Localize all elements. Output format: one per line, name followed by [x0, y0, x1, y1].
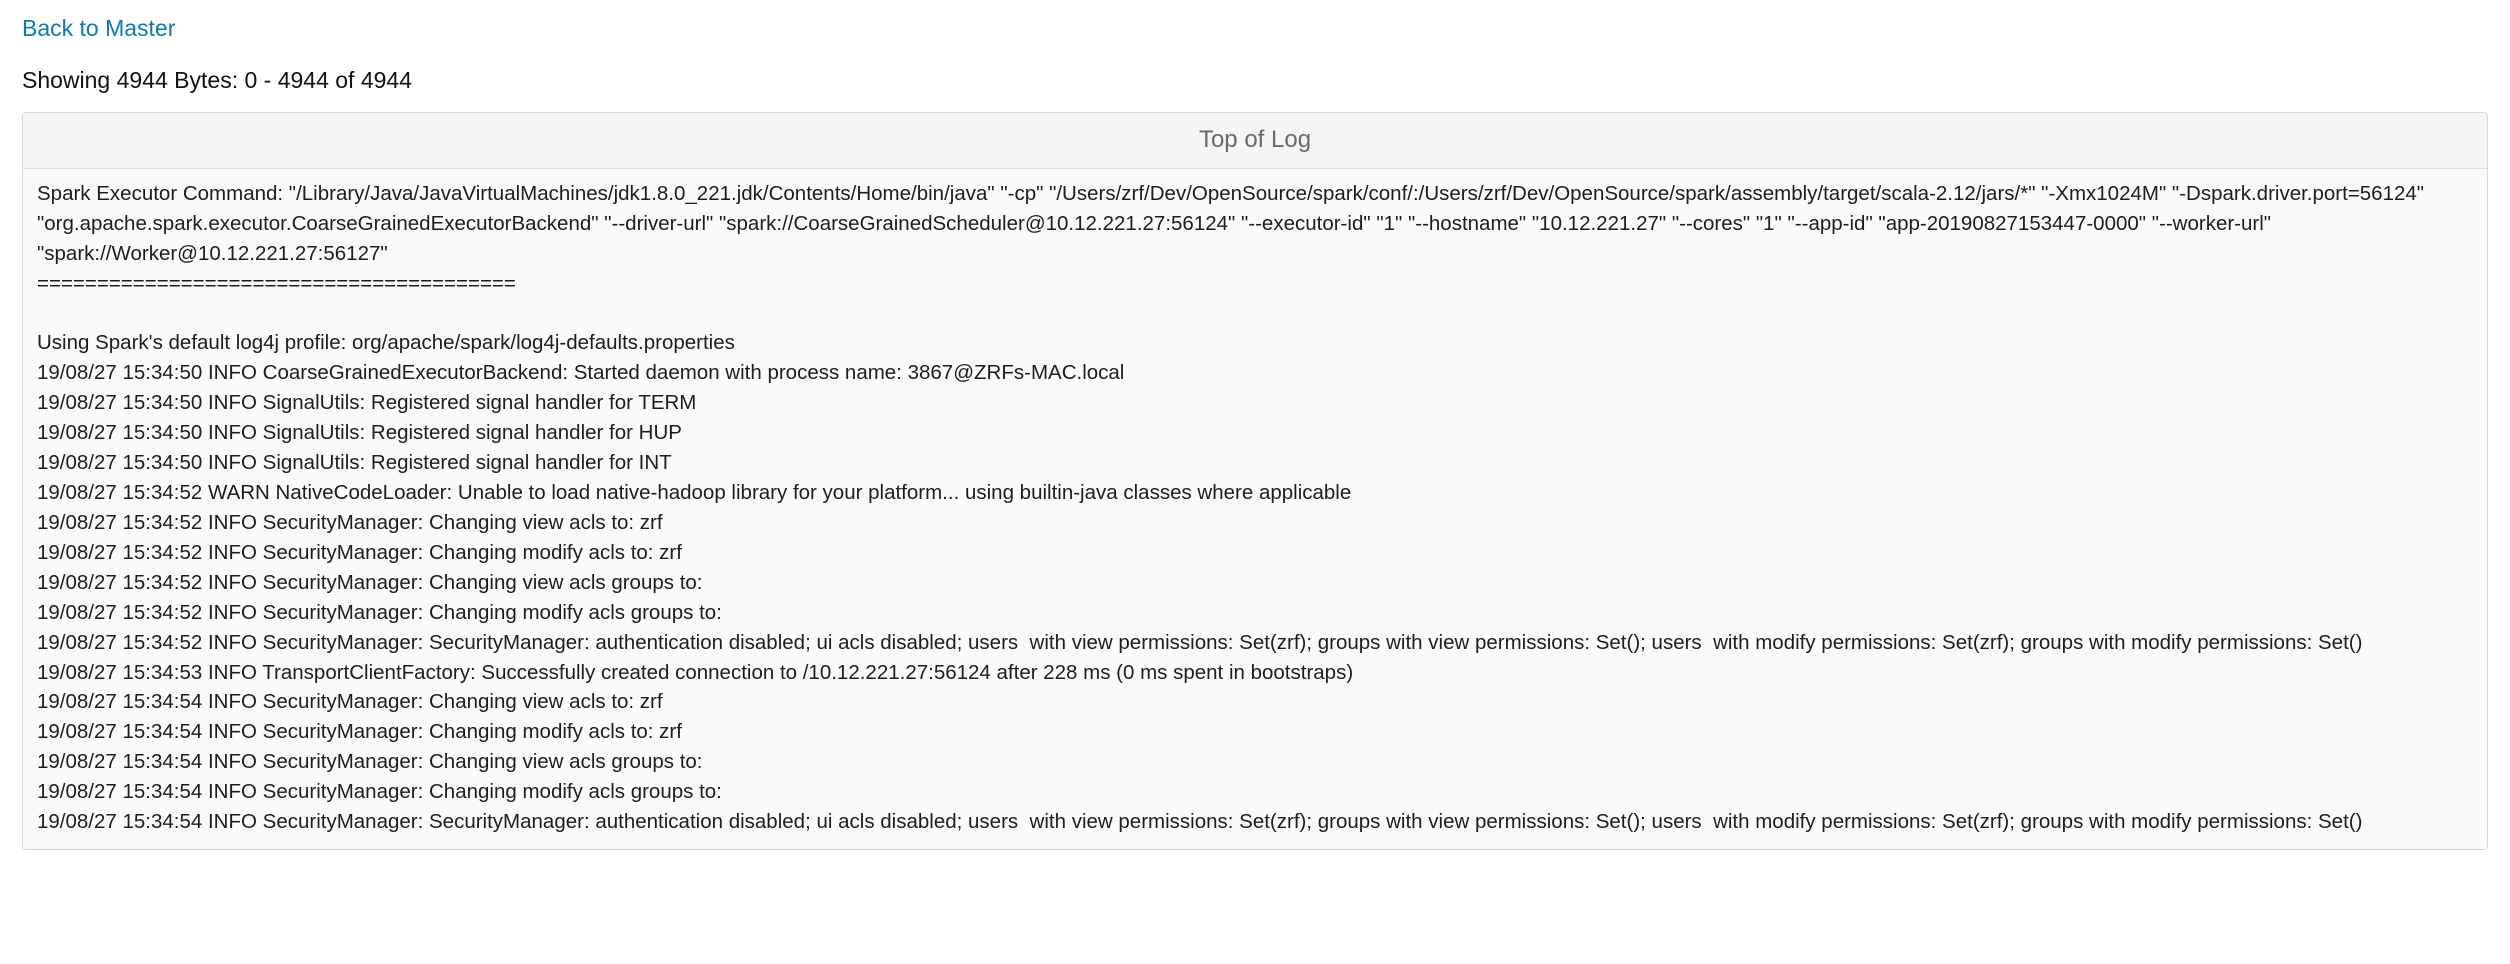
- log-output[interactable]: [23, 169, 2487, 849]
- showing-bytes-status: Showing 4944 Bytes: 0 - 4944 of 4944: [22, 66, 413, 93]
- log-line: 19/08/27 15:34:52 WARN NativeCodeLoader: Unable to load native-hadoop library for your platform... using builtin-java classes where applicable: [37, 481, 1352, 504]
- log-panel: [22, 112, 2488, 850]
- log-line: 19/08/27 15:34:52 INFO SecurityManager: Changing modify acls groups to:: [37, 600, 722, 624]
- log-line: 19/08/27 15:34:52 INFO SecurityManager: Changing view acls groups to:: [37, 570, 703, 594]
- log-line: 19/08/27 15:34:53 INFO TransportClientFactory: Successfully created connection to /10.12.221.27:56124 after 228 ms (0 ms spent in bootstraps): [37, 660, 1354, 684]
- log-line: ========================================: [37, 271, 516, 295]
- log-line: 19/08/27 15:34:50 INFO CoarseGrainedExecutorBackend: Started daemon with process name: 3867@ZRFs-MAC.local: [37, 361, 1125, 385]
- log-line: 19/08/27 15:34:54 INFO SecurityManager: Changing view acls to: zrf: [37, 690, 663, 714]
- log-line: 19/08/27 15:34:54 INFO SecurityManager: Changing modify acls to: zrf: [37, 720, 682, 744]
- log-line: 19/08/27 15:34:54 INFO SecurityManager: Changing view acls groups to:: [37, 750, 703, 774]
- log-panel-header: Top of Log: [23, 113, 2487, 169]
- log-line: 19/08/27 15:34:52 INFO SecurityManager: Changing modify acls to: zrf: [37, 540, 682, 564]
- log-line: 19/08/27 15:34:54 INFO SecurityManager: Changing modify acls groups to:: [37, 780, 722, 804]
- back-to-master-link[interactable]: Back to Master: [22, 15, 176, 41]
- log-line: Using Spark's default log4j profile: org/apache/spark/log4j-defaults.properties: [37, 331, 735, 355]
- log-line: 19/08/27 15:34:54 INFO SecurityManager: SecurityManager: authentication disabled; ui acls disabled; users with view permissions: Set(zrf); groups with view permissions: Set(); users with modify permissions: Set(zrf); groups with modify permissions: Set(): [37, 810, 2363, 834]
- log-line: Spark Executor Command: "/Library/Java/JavaVirtualMachines/jdk1.8.0_221.jdk/Contents/Home/bin/java" "-cp" "/Users/zrf/Dev/OpenSource/spark/conf/:/Users/zrf/Dev/OpenSource/spark/assembly/target/scala-2.12/jars/*" "-Xmx1024M" "-Dspark.driver.port=56124" "org.apache.spark.executor.CoarseGrainedExecutorBackend" "--driver-url" "spark://CoarseGrainedScheduler@10.12.221.27:56124" "--executor-id" "1" "--hostname" "10.12.221.27" "--cores" "1" "--app-id" "app-20190827153447-0000" "--worker-url" "spark://Worker@10.12.221.27:56127": [37, 181, 2430, 265]
- log-line: 19/08/27 15:34:50 INFO SignalUtils: Registered signal handler for HUP: [37, 421, 682, 445]
- log-line: 19/08/27 15:34:50 INFO SignalUtils: Registered signal handler for TERM: [37, 391, 697, 415]
- log-line: [37, 298, 2473, 328]
- log-line: 19/08/27 15:34:52 INFO SecurityManager: SecurityManager: authentication disabled; ui acls disabled; users with view permissions: Set(zrf); groups with view permissions: Set(); users with modify permissions: Set(zrf); groups with modify permissions: Set(): [37, 630, 2363, 654]
- log-line: 19/08/27 15:34:52 INFO SecurityManager: Changing view acls to: zrf: [37, 510, 663, 534]
- log-line: 19/08/27 15:34:50 INFO SignalUtils: Registered signal handler for INT: [37, 451, 672, 475]
